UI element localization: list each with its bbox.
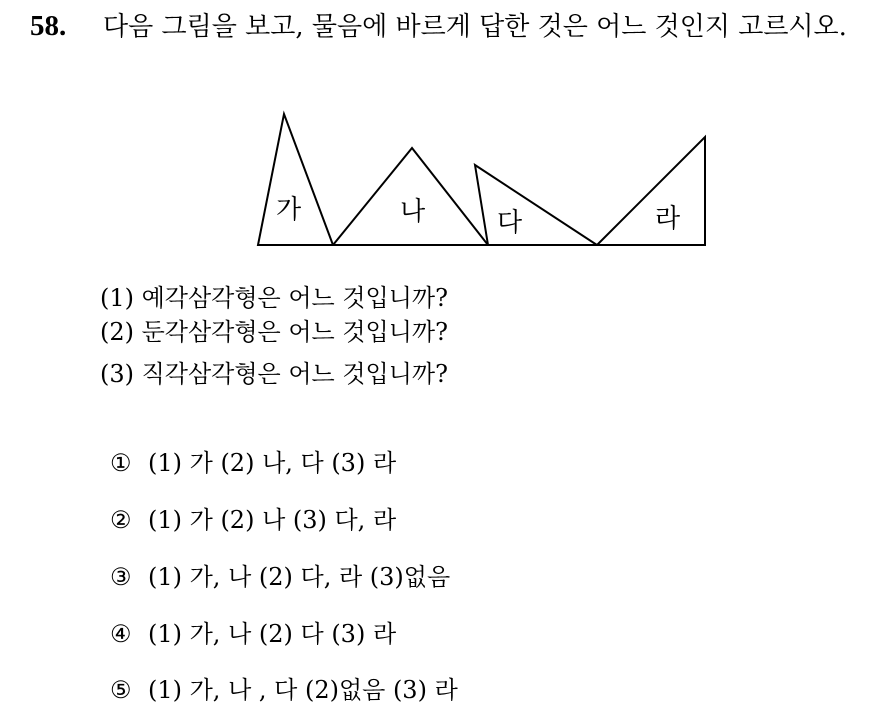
choice-mark: ② — [110, 506, 132, 534]
choice-4[interactable] — [110, 618, 396, 650]
question-number: 58. — [30, 10, 67, 42]
choice-1[interactable] — [110, 447, 396, 479]
triangle-label-da: 다 — [497, 208, 523, 238]
choice-text: (1) 가 (2) 나, 다 (3) 라 — [148, 449, 397, 477]
choice-text: (1) 가, 나 , 다 (2)없음 (3) 라 — [148, 676, 458, 704]
choice-text: (1) 가, 나 (2) 다 (3) 라 — [148, 620, 397, 648]
choice-mark: ③ — [110, 563, 132, 591]
choice-3[interactable] — [110, 561, 450, 593]
choice-mark: ⑤ — [110, 676, 132, 704]
question-text: 다음 그림을 보고, 물음에 바르게 답한 것은 어느 것인지 고르시오. — [103, 12, 847, 42]
triangle-ra — [597, 137, 705, 245]
triangle-da — [475, 165, 597, 245]
choice-mark: ④ — [110, 620, 132, 648]
sub-question-2: (2) 둔각삼각형은 어느 것입니까? — [100, 318, 448, 346]
triangle-label-ra: 라 — [655, 204, 681, 234]
choice-5[interactable] — [110, 674, 458, 705]
triangle-ga — [258, 114, 333, 245]
sub-question-3: (3) 직각삼각형은 어느 것입니까? — [100, 360, 448, 388]
choice-text: (1) 가, 나 (2) 다, 라 (3)없음 — [148, 563, 451, 591]
choice-text: (1) 가 (2) 나 (3) 다, 라 — [148, 506, 397, 534]
triangle-label-ga: 가 — [276, 195, 302, 225]
triangle-label-na: 나 — [400, 197, 426, 227]
sub-question-1: (1) 예각삼각형은 어느 것입니까? — [100, 284, 448, 312]
choice-mark: ① — [110, 449, 132, 477]
choice-2[interactable] — [110, 504, 396, 536]
